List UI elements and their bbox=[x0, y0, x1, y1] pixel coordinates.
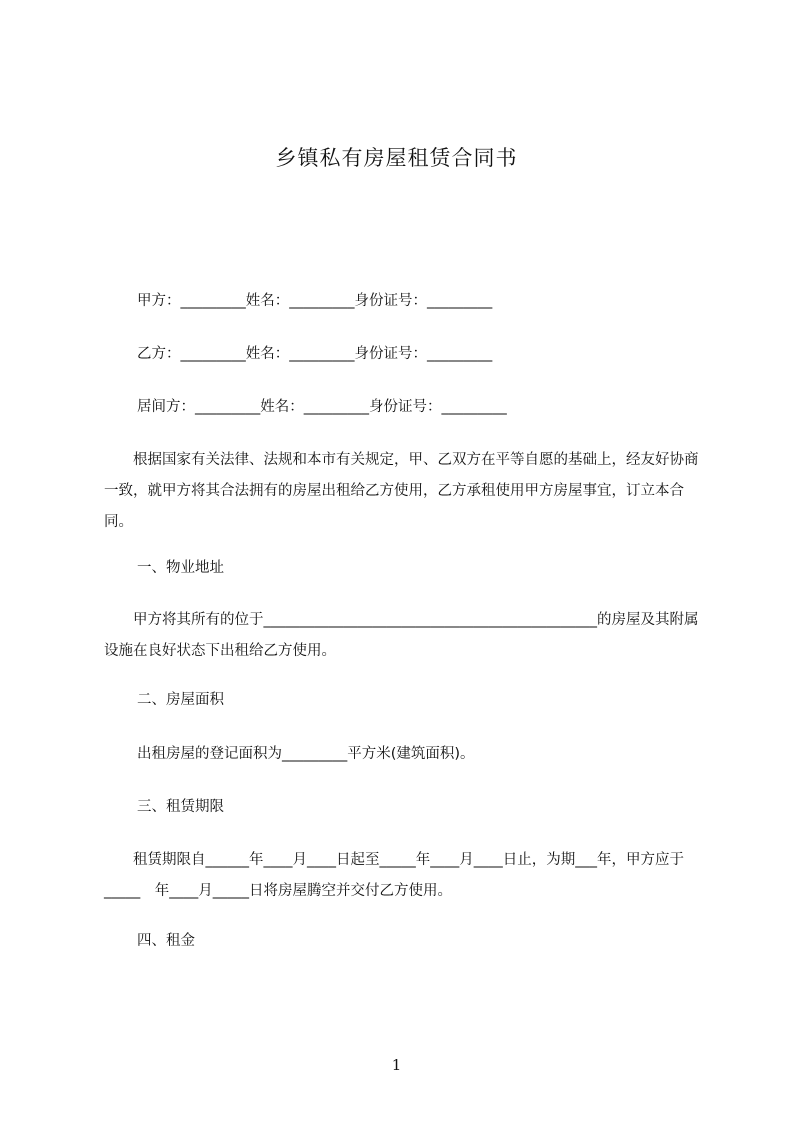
page-number: 1 bbox=[391, 1056, 402, 1074]
intermediary-line: 居间方：_________姓名：_________身份证号：_________ bbox=[137, 399, 507, 415]
section-3-heading: 三、租赁期限 bbox=[137, 799, 224, 815]
section-2-body: 出租房屋的登记面积为_________平方米(建筑面积)。 bbox=[137, 746, 475, 762]
party-a-line: 甲方：_________姓名：_________身份证号：_________ bbox=[137, 293, 493, 309]
intro-paragraph: 根据国家有关法律、法规和本市有关规定，甲、乙双方在平等自愿的基础上，经友好协商一致，就甲方将其合法拥有的房屋出租给乙方使用，乙方承租使用甲方房屋事宜，订立本合同。 bbox=[104, 452, 699, 530]
section-4-heading: 四、租金 bbox=[137, 933, 195, 949]
section-1-body: 甲方将其所有的位于______________________________________________的房屋及其附属设施在良好状态下出租给乙方使用。 bbox=[104, 612, 699, 659]
section-3-body: 租赁期限自______年____月____日起至_____年____月____日止，为期___年，甲方应于_____ 年____月_____日将房屋腾空并交付乙方使用。 bbox=[104, 852, 684, 899]
party-b-line: 乙方：_________姓名：_________身份证号：_________ bbox=[137, 346, 493, 362]
document-title: 乡镇私有房屋租赁合同书 bbox=[275, 146, 518, 170]
section-2-heading: 二、房屋面积 bbox=[137, 692, 224, 708]
section-1-heading: 一、物业地址 bbox=[137, 560, 224, 576]
